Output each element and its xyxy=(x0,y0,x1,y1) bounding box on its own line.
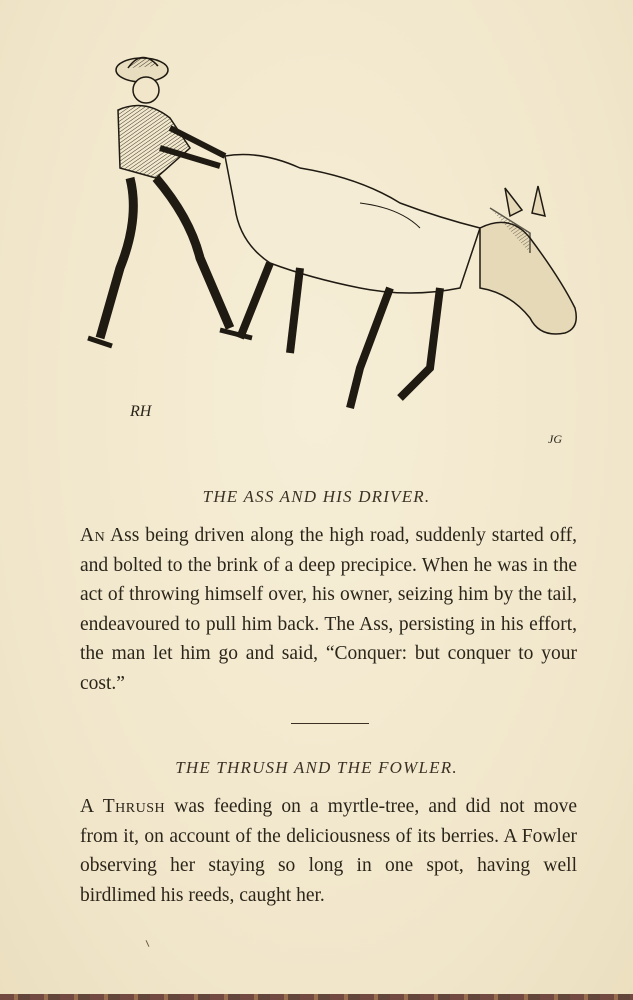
section-divider-rule xyxy=(291,723,369,724)
story-title-thrush-and-fowler: THE THRUSH AND THE FOWLER. xyxy=(175,758,458,777)
artist-monogram: JG xyxy=(548,432,562,446)
story-text-thrush-and-fowler xyxy=(80,792,577,910)
story-lead-word: A Thrush xyxy=(80,796,166,817)
engraving-illustration xyxy=(60,38,590,458)
engraver-monogram: RH xyxy=(130,403,152,420)
story-paragraph: Ass being driven along the high road, suddenly started off, and bolted to the brink of a deep precipice. When he was in the act of throwing himself over, his owner, seizing him by the tail, endeavoured to pull him back. The Ass, persisting in his effort, the man let him go and said, “Conquer: but conquer to your cost.” xyxy=(80,525,577,694)
story-lead-word: An xyxy=(80,525,106,546)
story-paragraph: was feeding on a myrtle-tree, and did not move from it, on account of the deliciousness of its berries. A Fowler observing her staying so long in one spot, having well birdlimed his reeds, caught her. xyxy=(80,796,577,906)
paper-speck xyxy=(146,940,150,947)
story-text-ass-and-driver xyxy=(80,521,577,698)
binding-edge xyxy=(0,994,633,1000)
story-title-ass-and-driver: THE ASS AND HIS DRIVER. xyxy=(202,487,431,506)
